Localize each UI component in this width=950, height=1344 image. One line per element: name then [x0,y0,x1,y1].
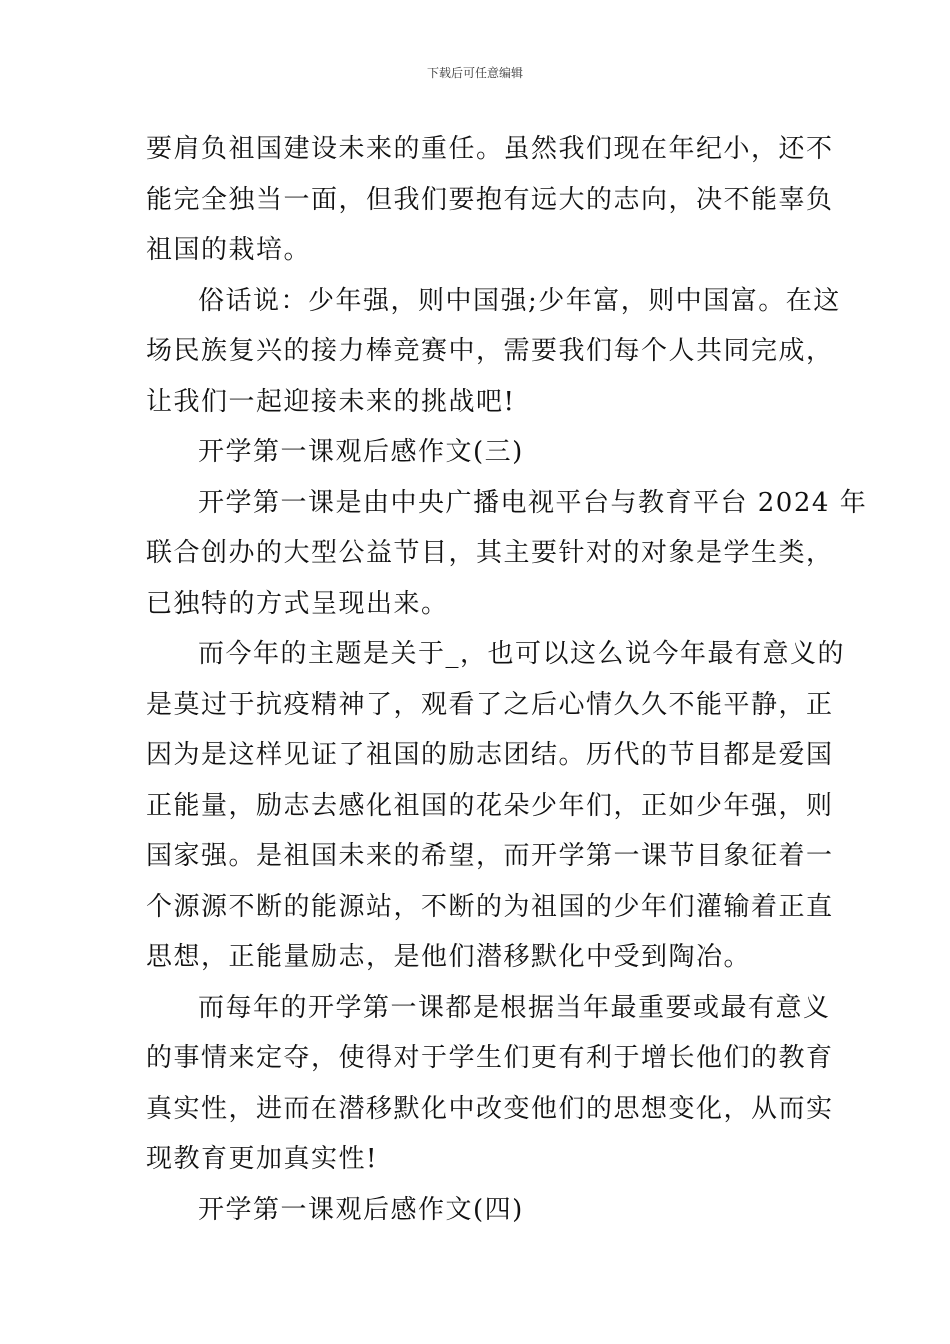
text-line: 是莫过于抗疫精神了，观看了之后心情久久不能平静，正 [146,689,834,720]
paragraph [146,124,834,276]
text-line: 个源源不断的能源站，不断的为祖国的少年们灌输着正直 [146,891,834,922]
paragraph [146,276,841,428]
text-line: 思想，正能量励志，是他们潜移默化中受到陶冶。 [146,942,752,972]
paragraph [146,983,834,1185]
text-line: 因为是这样见证了祖国的励志团结。历代的节目都是爱国 [146,740,834,770]
text-line: 已独特的方式呈现出来。 [146,588,449,619]
text-line: 而每年的开学第一课都是根据当年最重要或最有意义 [198,992,831,1023]
heading-text: 开学第一课观后感作文(三) [198,437,524,467]
text-line: 真实性，进而在潜移默化中改变他们的思想变化，从而实 [146,1093,834,1124]
text-line: 开学第一课是由中央广播电视平台与教育平台 2024 年 [198,487,868,518]
text-line: 国家强。是祖国未来的希望，而开学第一课节目象征着一 [146,841,834,871]
text-line: 要肩负祖国建设未来的重任。虽然我们现在年纪小，还不 [146,134,834,164]
text-line: 让我们一起迎接未来的挑战吧! [146,386,516,417]
text-line: 而今年的主题是关于_，也可以这么说今年最有意义的 [198,639,846,669]
text-line: 的事情来定夺，使得对于学生们更有利于增长他们的教育 [146,1043,834,1073]
paragraph [146,478,868,630]
text-line: 能完全独当一面，但我们要抱有远大的志向，决不能辜负 [146,184,834,215]
paragraph [146,629,846,983]
text-line: 联合创办的大型公益节目，其主要针对的对象是学生类， [146,538,834,568]
section-heading [146,427,806,478]
document-body [146,124,868,1235]
text-line: 现教育更加真实性! [146,1144,378,1174]
text-line: 正能量，励志去感化祖国的花朵少年们，正如少年强，则 [146,790,834,821]
text-line: 祖国的栽培。 [146,235,312,265]
page-header: 下载后可任意编辑 [426,66,523,80]
text-line: 俗话说：少年强，则中国强;少年富，则中国富。在这 [198,285,841,316]
section-heading [146,1185,806,1236]
text-line: 场民族复兴的接力棒竞赛中，需要我们每个人共同完成， [146,336,834,366]
heading-text: 开学第一课观后感作文(四) [198,1194,524,1225]
